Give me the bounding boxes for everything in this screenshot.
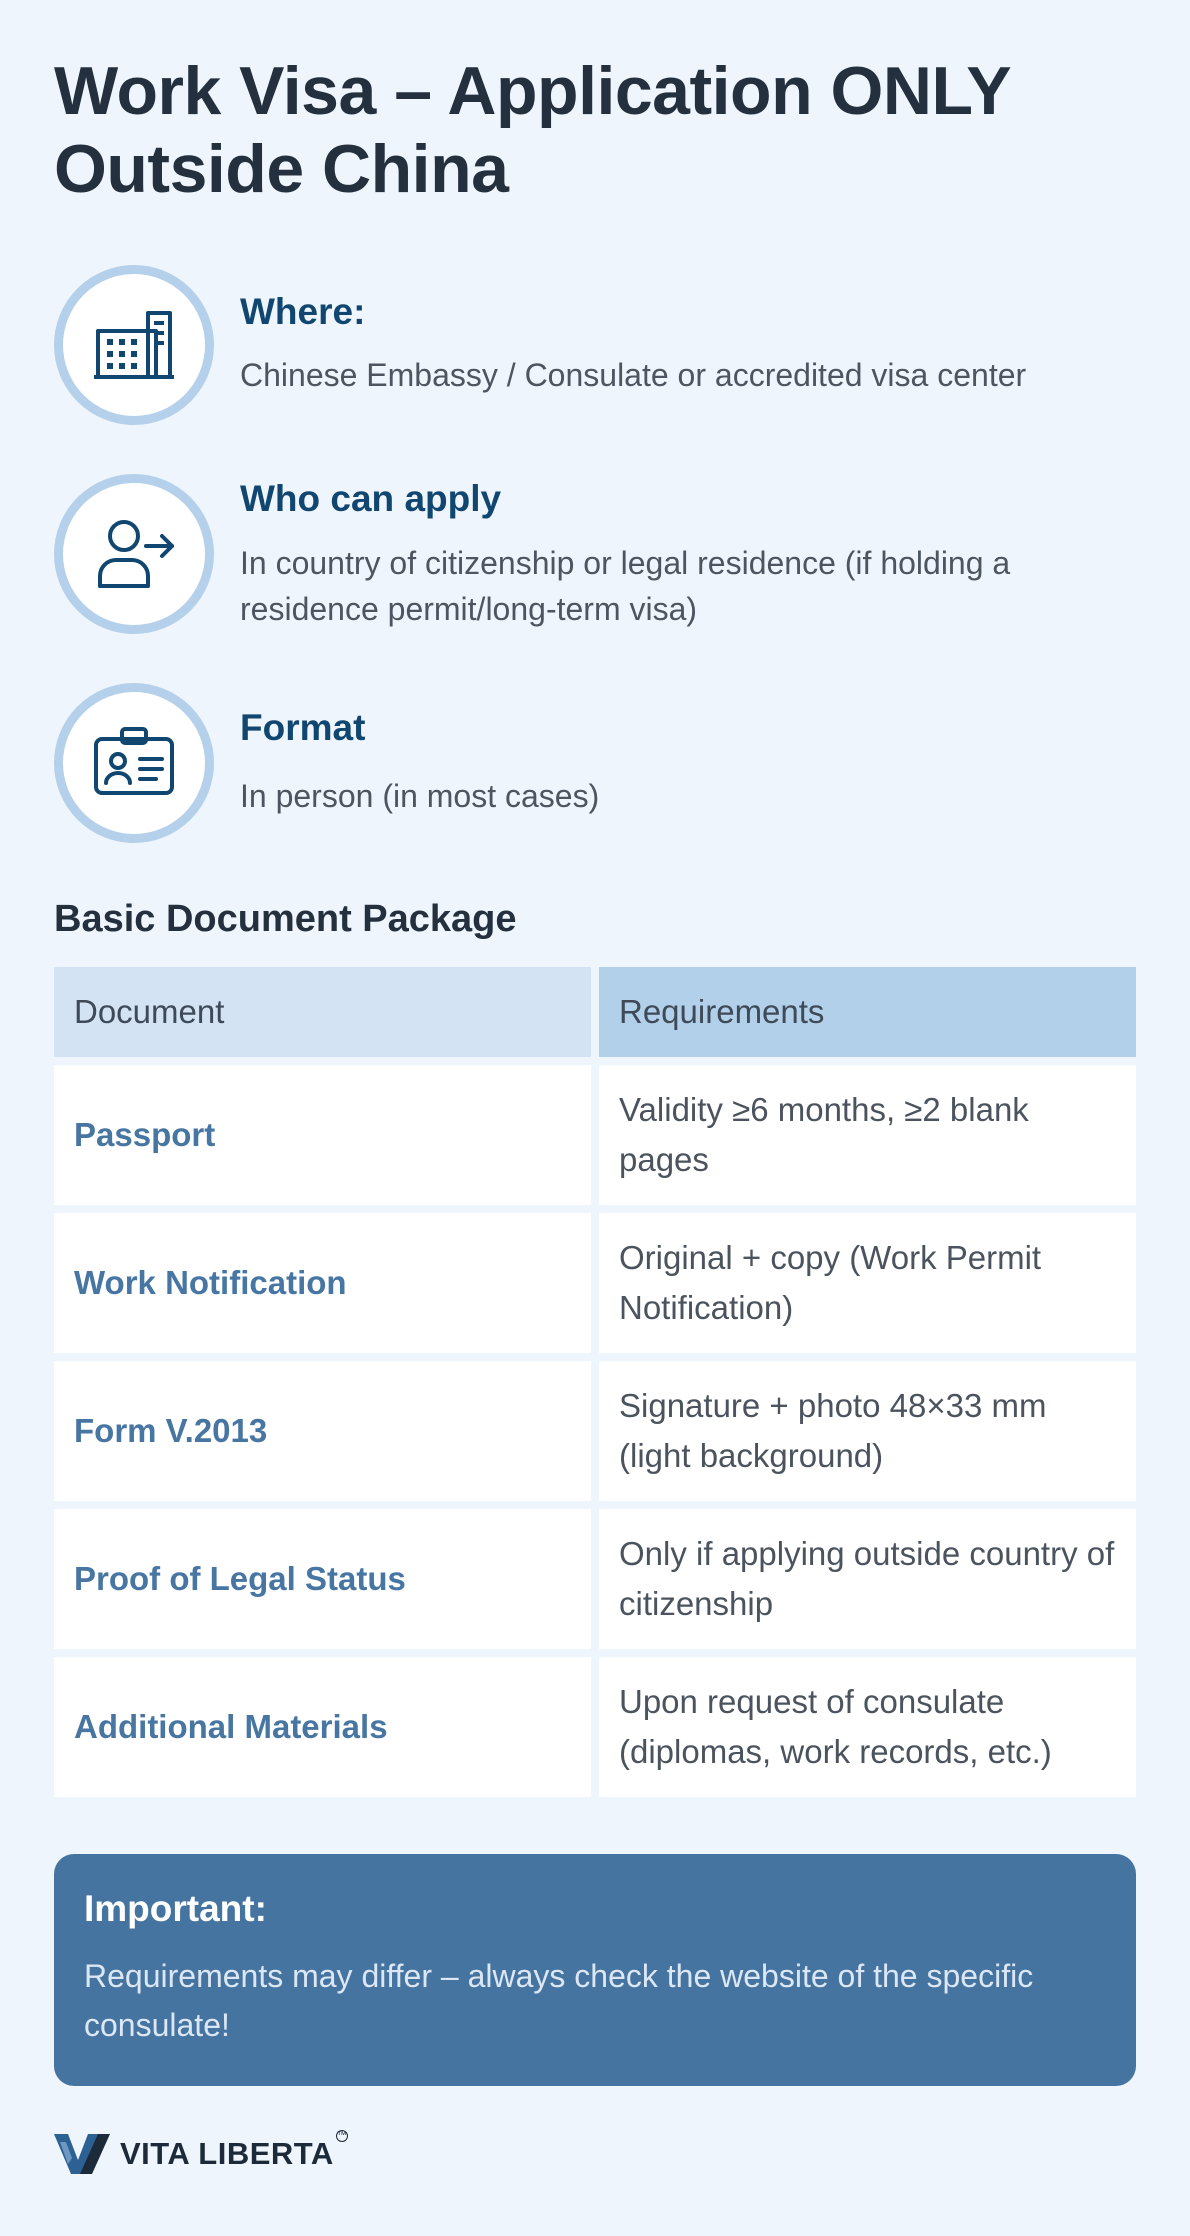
document-requirement: Validity ≥6 months, ≥2 blank pages xyxy=(599,1065,1136,1205)
info-text: Chinese Embassy / Consulate or accredited visa center xyxy=(240,357,1027,393)
document-name: Work Notification xyxy=(54,1213,591,1353)
table-header xyxy=(54,967,1136,1057)
person-arrow-icon xyxy=(54,474,214,634)
info-title: Who can apply xyxy=(240,478,502,519)
document-requirement: Original + copy (Work Permit Notification) xyxy=(599,1213,1136,1353)
id-card-icon xyxy=(54,683,214,843)
brand-name: VITA LIBERTA ™ xyxy=(120,2130,348,2171)
info-item-where xyxy=(54,265,1134,425)
document-requirement: Only if applying outside country of citizenship xyxy=(599,1509,1136,1649)
vita-liberta-logo-icon xyxy=(54,2134,110,2174)
table-row xyxy=(54,1509,1136,1649)
important-note xyxy=(54,1854,1136,2086)
info-item-format xyxy=(54,683,1134,843)
document-requirement: Signature + photo 48×33 mm (light background) xyxy=(599,1361,1136,1501)
brand-logo xyxy=(54,2130,348,2174)
section-title: Basic Document Package xyxy=(54,898,517,940)
column-header: Document xyxy=(54,967,591,1057)
building-icon xyxy=(54,265,214,425)
note-text: Requirements may differ – always check the website of the specific consulate! xyxy=(84,1958,1034,2043)
document-requirement: Upon request of consulate (diplomas, work records, etc.) xyxy=(599,1657,1136,1797)
trademark-icon: ™ xyxy=(336,2130,348,2141)
document-name: Form V.2013 xyxy=(54,1361,591,1501)
column-header: Requirements xyxy=(599,967,1136,1057)
note-title: Important: xyxy=(84,1888,267,1929)
info-text: In person (in most cases) xyxy=(240,778,600,814)
page-title: Work Visa – Application ONLY Outside China xyxy=(54,53,1010,207)
table-row xyxy=(54,1657,1136,1797)
info-item-who xyxy=(54,474,1134,634)
document-table xyxy=(54,967,1136,1805)
table-row xyxy=(54,1065,1136,1205)
info-title: Format xyxy=(240,707,366,748)
document-name: Passport xyxy=(54,1065,591,1205)
document-name: Proof of Legal Status xyxy=(54,1509,591,1649)
info-text: In country of citizenship or legal residence (if holding a residence permit/long-term visa) xyxy=(240,545,1011,627)
table-row xyxy=(54,1361,1136,1501)
info-title: Where: xyxy=(240,291,366,332)
table-row xyxy=(54,1213,1136,1353)
document-name: Additional Materials xyxy=(54,1657,591,1797)
